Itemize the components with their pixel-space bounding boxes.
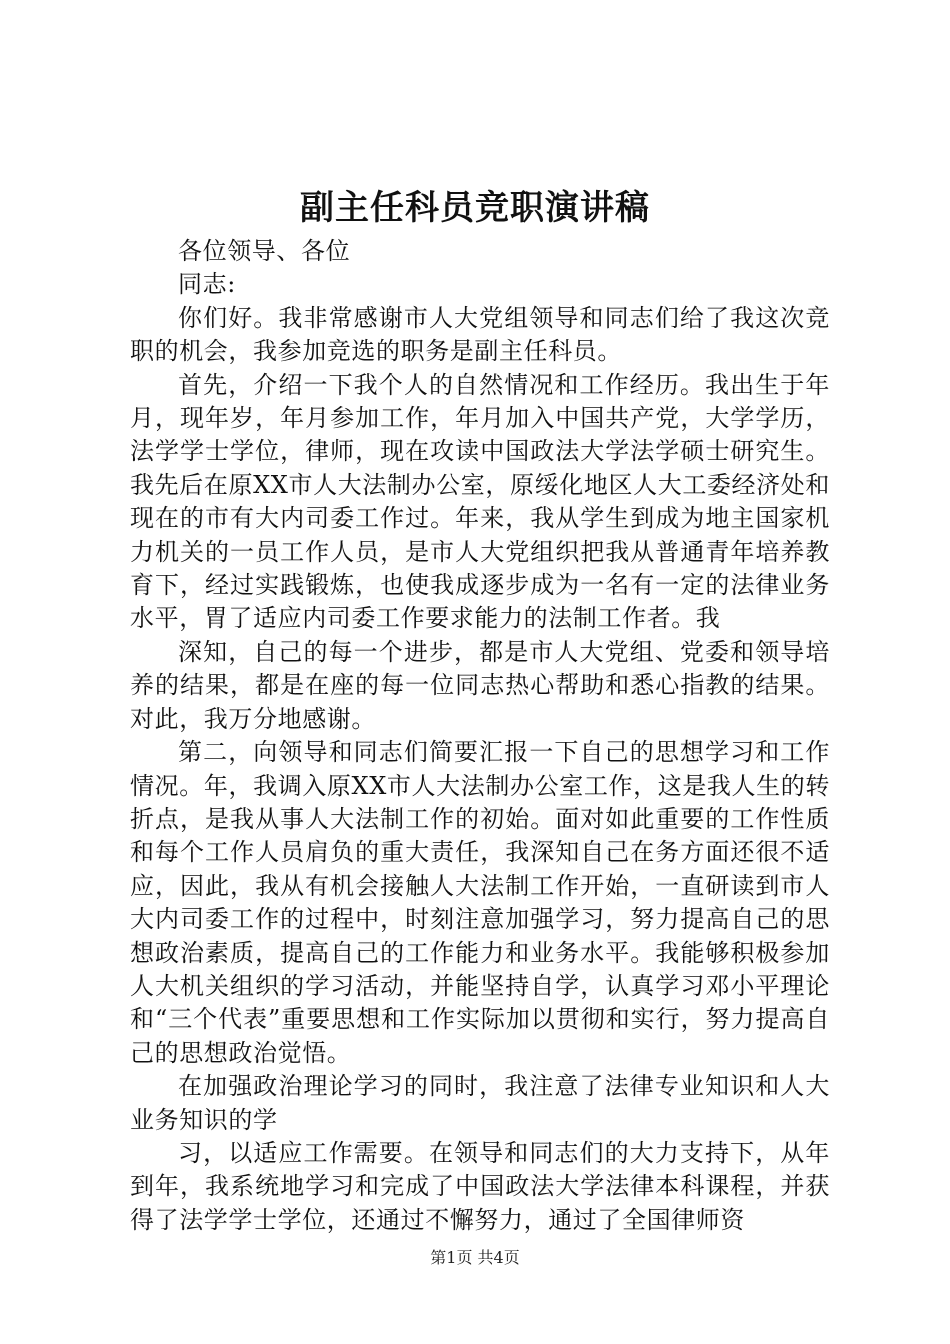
paragraph: 同志: bbox=[178, 270, 236, 299]
paragraph: 深知，自己的每一个进步，都是市人大党组、党委和领导培养的结果，都是在座的每一位同志热心帮助和悉心指教的结果。对此，我万分地感谢。 bbox=[130, 637, 830, 733]
paragraph: 在加强政治理论学习的同时，我注意了法律专业知识和人大业务知识的学 bbox=[130, 1072, 830, 1134]
paragraph: 各位领导、各位 bbox=[178, 237, 351, 265]
paragraph: 首先，介绍一下我个人的自然情况和工作经历。我出生于年月，现年岁，年月参加工作，年月加入中国共产党，大学学历，法学学士学位，律师，现在攻读中国政法大学法学硕士研究生。我先后在原XX市人大法制办公室，原绥化地区人大工委经济处和现在的市有大内司委工作过。年来，我从学生到成为地主国家机力机关的一员工作人员，是市人大党组织把我从普通青年培养教育下，经过实践锻炼，也使我成逐步成为一名有一定的法律业务水平，胃了适应内司委工作要求能力的法制工作者。我 bbox=[130, 370, 830, 633]
paragraph: 第二，向领导和同志们简要汇报一下自己的思想学习和工作情况。年，我调入原XX市人大法制办公室工作，这是我人生的转折点，是我从事人大法制工作的初始。面对如此重要的工作性质和每个工作人员肩负的重大责任，我深知自己在务方面还很不适应，因此，我从有机会接触人大法制工作开始，一直研读到市人大内司委工作的过程中，时刻注意加强学习，努力提高自己的思想政治素质，提高自己的工作能力和业务水平。我能够积极参加人大机关组织的学习活动，并能坚持自学，认真学习邓小平理论和“三个代表”重要思想和工作实际加以贯彻和实行，努力提高自己的思想政治觉悟。 bbox=[130, 738, 830, 1067]
page-number: 第1页 共4页 bbox=[430, 1248, 520, 1267]
paragraph: 习，以适应工作需要。在领导和同志们的大力支持下，从年到年，我系统地学习和完成了中国政法大学法律本科课程，并获得了法学学士学位，还通过不懈努力，通过了全国律师资 bbox=[130, 1138, 830, 1234]
paragraph: 你们好。我非常感谢市人大党组领导和同志们给了我这次竞职的机会，我参加竞选的职务是副主任科员。 bbox=[130, 303, 830, 366]
document-title: 副主任科员竞职演讲稿 bbox=[300, 188, 650, 228]
document-body bbox=[130, 235, 830, 1237]
